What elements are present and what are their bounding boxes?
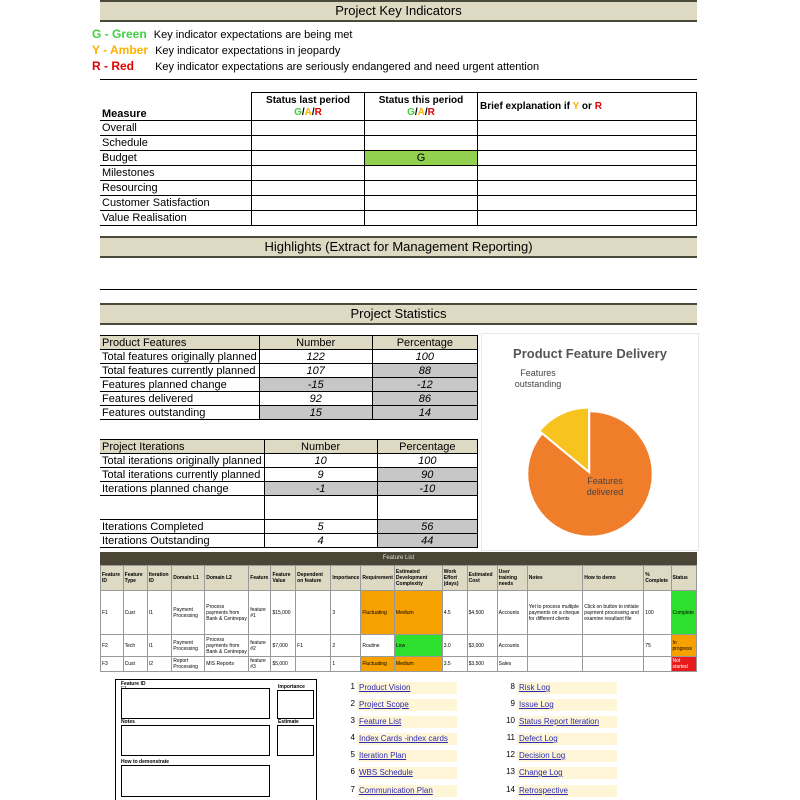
legend-code: G - Green [92, 27, 147, 41]
col-feature-value[interactable]: Feature Value [271, 566, 296, 591]
highlights-title: Highlights (Extract for Management Reporting) [100, 236, 697, 258]
feature-row-percentage: 100 [372, 350, 477, 364]
cell-complexity[interactable]: Medium [394, 591, 442, 635]
cell-status[interactable]: In progress [671, 635, 696, 657]
link-iteration-plan[interactable]: Iteration Plan [357, 750, 457, 762]
nav-number: 10 [506, 716, 515, 725]
cell[interactable]: feature #3 [249, 657, 271, 672]
cell[interactable]: Process payments from Bank & Centrepay [206, 636, 247, 655]
col-complete[interactable]: % Complete [644, 566, 671, 591]
slash: / [311, 106, 315, 118]
status-cell[interactable] [252, 121, 365, 136]
cell[interactable]: MIS Reports [205, 657, 249, 672]
or-text: or [579, 101, 595, 112]
cell-requirement[interactable]: Fluctuating [361, 591, 395, 635]
card-notes-box[interactable] [121, 725, 270, 756]
divider [100, 79, 697, 80]
g-letter: G [294, 106, 302, 118]
feature-row-percentage: 88 [372, 364, 477, 378]
iteration-row-percentage: 90 [377, 468, 477, 482]
cell[interactable]: 2 [331, 635, 361, 657]
cell[interactable]: Payment Processing [172, 635, 205, 657]
measure-budget: Budget [100, 151, 252, 166]
cell[interactable]: Accounts [497, 635, 527, 657]
measure-overall: Overall [100, 121, 252, 136]
cell[interactable]: Sales [497, 657, 527, 672]
cell[interactable]: 3.5 [442, 657, 467, 672]
card-feature-id-label: Feature ID [121, 681, 146, 687]
iteration-row-number: 10 [264, 454, 377, 468]
iteration-row-spacer [377, 496, 477, 520]
nav-number: 4 [350, 733, 355, 742]
explanation-cell[interactable] [478, 121, 697, 136]
iteration-row-percentage: 56 [377, 520, 477, 534]
col-dependent[interactable]: Dependent on feature [296, 566, 331, 591]
col-notes[interactable]: Notes [527, 566, 582, 591]
iteration-row-percentage: -10 [377, 482, 477, 496]
statistics-title: Project Statistics [100, 303, 697, 325]
feature-row-label: Features outstanding [100, 406, 259, 420]
nav-number: 8 [510, 682, 515, 691]
link-decision-log[interactable]: Decision Log [517, 750, 617, 762]
g-letter: G [407, 106, 415, 118]
index-card [115, 679, 317, 800]
cell[interactable] [296, 657, 331, 672]
status-this-header [365, 93, 478, 121]
cell[interactable]: 4.5 [442, 591, 467, 635]
feature-row-label: Total features currently planned [100, 364, 259, 378]
explanation-cell[interactable] [478, 181, 697, 196]
features-header-percentage: Percentage [372, 336, 477, 350]
col-feature[interactable]: Feature [249, 566, 271, 591]
card-importance-box[interactable] [277, 690, 314, 719]
col-training[interactable]: User training needs [497, 566, 527, 591]
legend-text: Key indicator expectations are seriously endangered and need urgent attention [155, 61, 540, 73]
col-domain-l2[interactable]: Domain L2 [205, 566, 249, 591]
feature-row-label: Total features originally planned [100, 350, 259, 364]
cell[interactable]: I2 [147, 657, 171, 672]
legend-green [92, 27, 353, 41]
explanation-header [478, 93, 697, 121]
cell-notes[interactable] [527, 657, 582, 672]
status-cell[interactable] [252, 181, 365, 196]
feature-row-label: Features delivered [100, 392, 259, 406]
cell[interactable]: 100 [644, 591, 671, 635]
cell[interactable]: Report Processing [172, 657, 205, 672]
measure-schedule: Schedule [100, 136, 252, 151]
table-row [101, 591, 697, 635]
link-feature-list[interactable]: Feature List [357, 716, 457, 728]
status-last-label: Status last period [266, 94, 350, 106]
nav-number: 11 [506, 733, 515, 742]
col-how-to-demo[interactable]: How to demo [583, 566, 644, 591]
iterations-header-label: Project Iterations [100, 440, 264, 454]
cell-demo[interactable] [583, 657, 644, 672]
divider [100, 289, 697, 290]
explanation-cell[interactable] [478, 166, 697, 181]
iteration-row-number: 9 [264, 468, 377, 482]
explain-text: Brief explanation if [480, 101, 573, 112]
nav-number: 2 [350, 699, 355, 708]
cell[interactable]: $4,500 [467, 591, 497, 635]
nav-links-left [345, 682, 460, 800]
cell-requirement[interactable]: Routine [361, 635, 395, 657]
card-demo-label: How to demonstrate [121, 759, 170, 765]
cell[interactable] [644, 657, 671, 672]
card-importance-label: Importance [278, 684, 305, 690]
gar-scale [367, 107, 475, 119]
col-status[interactable]: Status [671, 566, 696, 591]
feature-row-percentage: -12 [372, 378, 477, 392]
cell[interactable]: 3 [331, 591, 361, 635]
status-cell[interactable] [365, 211, 478, 226]
cell[interactable]: $3,500 [467, 657, 497, 672]
link-risk-log[interactable]: Risk Log [517, 682, 617, 694]
cell[interactable]: $5,000 [271, 657, 296, 672]
nav-number: 13 [506, 767, 515, 776]
link-retrospective[interactable]: Retrospective [517, 785, 617, 797]
link-wbs-schedule[interactable]: WBS Schedule [357, 767, 457, 779]
status-cell[interactable] [252, 211, 365, 226]
measure-header: Measure [100, 93, 252, 121]
cell[interactable] [296, 591, 331, 635]
r-letter: R [314, 106, 322, 118]
budget-status-this[interactable]: G [365, 151, 478, 166]
slash: / [424, 106, 428, 118]
nav-number: 5 [350, 750, 355, 759]
card-demo-box[interactable] [121, 765, 270, 797]
cell[interactable]: F1 [101, 591, 124, 635]
iteration-row-label: Total iterations originally planned [100, 454, 264, 468]
legend-code: Y - Amber [92, 43, 149, 57]
cell-requirement[interactable]: Fluctuating [361, 657, 395, 672]
legend-code: R - Red [92, 59, 134, 73]
nav-number: 12 [506, 750, 515, 759]
link-project-scope[interactable]: Project Scope [357, 699, 457, 711]
status-cell[interactable] [252, 136, 365, 151]
cell[interactable]: 3.0 [442, 635, 467, 657]
legend-red [92, 59, 540, 73]
legend-text: Key indicator expectations in jeopardy [155, 45, 341, 57]
status-this-label: Status this period [378, 94, 464, 106]
iterations-header-number: Number [264, 440, 377, 454]
iteration-row-number: 5 [264, 520, 377, 534]
link-defect-log[interactable]: Defect Log [517, 733, 617, 745]
iteration-row-label: Iterations Outstanding [100, 534, 264, 548]
col-work-effort[interactable]: Work Effort (days) [442, 566, 467, 591]
feature-row-percentage: 86 [372, 392, 477, 406]
card-notes-label: Notes [121, 719, 135, 725]
legend-text: Key indicator expectations are being met [153, 29, 353, 41]
pie-label-outstanding: Features outstanding [514, 368, 562, 389]
cell[interactable]: I1 [147, 635, 171, 657]
key-indicators-title: Project Key Indicators [100, 0, 697, 22]
cell-demo[interactable] [583, 635, 644, 657]
status-cell[interactable] [365, 196, 478, 211]
measure-value-realisation: Value Realisation [100, 211, 252, 226]
table-row [101, 635, 697, 657]
key-indicator-table [100, 92, 697, 226]
measure-milestones: Milestones [100, 166, 252, 181]
a-letter: A [304, 106, 312, 118]
col-estimated-cost[interactable]: Estimated Cost [467, 566, 497, 591]
nav-number: 1 [350, 682, 355, 691]
status-cell[interactable] [252, 166, 365, 181]
explanation-cell[interactable] [478, 196, 697, 211]
explanation-cell[interactable] [478, 211, 697, 226]
table-row [101, 657, 697, 672]
iteration-row-number: -1 [264, 482, 377, 496]
card-estimate-label: Estimate [278, 719, 299, 725]
cell[interactable]: F1 [296, 635, 331, 657]
cell[interactable]: F3 [101, 657, 124, 672]
cell[interactable]: $3,000 [467, 635, 497, 657]
col-requirement[interactable]: Requirement [361, 566, 395, 591]
nav-number: 6 [350, 767, 355, 776]
nav-number: 14 [506, 785, 515, 794]
card-feature-box[interactable] [121, 688, 270, 719]
cell[interactable]: 75 [644, 635, 671, 657]
col-domain-l1[interactable]: Domain L1 [172, 566, 205, 591]
measure-resourcing: Resourcing [100, 181, 252, 196]
features-header-number: Number [259, 336, 372, 350]
feature-row-number: 107 [259, 364, 372, 378]
feature-row-number: 92 [259, 392, 372, 406]
status-cell[interactable] [365, 166, 478, 181]
r-letter: R [427, 106, 435, 118]
link-communication-plan[interactable]: Communication Plan [357, 785, 457, 797]
col-importance[interactable]: Importance [331, 566, 361, 591]
iteration-row-spacer [100, 496, 264, 520]
link-index-cards[interactable]: Index Cards -index cards [357, 733, 457, 745]
measure-customer-satisfaction: Customer Satisfaction [100, 196, 252, 211]
cell-notes[interactable]: Yet to process multiple payments on a cheque for different clients [527, 591, 582, 635]
cell[interactable]: Accounts [497, 591, 527, 635]
feature-delivery-chart [481, 333, 699, 551]
chart-title: Product Feature Delivery [513, 346, 667, 361]
cell[interactable]: Payment Processing [172, 591, 205, 635]
feature-list-title: Feature List [100, 552, 697, 565]
feature-row-label: Features planned change [100, 378, 259, 392]
y-letter: Y [572, 101, 580, 112]
cell[interactable]: F2 [101, 635, 124, 657]
card-estimate-box[interactable] [277, 725, 314, 756]
r-letter: R [594, 101, 602, 112]
gar-scale [254, 107, 362, 119]
explanation-cell[interactable] [478, 136, 697, 151]
status-cell[interactable] [365, 121, 478, 136]
cell[interactable]: I1 [147, 591, 171, 635]
iterations-table [100, 439, 478, 548]
iterations-header-percentage: Percentage [377, 440, 477, 454]
feature-list-panel [100, 552, 697, 672]
slash: / [301, 106, 305, 118]
feature-row-number: 122 [259, 350, 372, 364]
status-cell[interactable] [252, 196, 365, 211]
cell[interactable]: $15,000 [271, 591, 296, 635]
col-iteration-id[interactable]: Iteration ID [147, 566, 171, 591]
cell[interactable]: Tech [123, 635, 147, 657]
feature-row-number: 15 [259, 406, 372, 420]
pie-label-delivered: Features delivered [586, 476, 624, 497]
cell-complexity[interactable]: Medium [394, 657, 442, 672]
link-change-log[interactable]: Change Log [517, 767, 617, 779]
col-feature-id[interactable]: Feature ID [101, 566, 124, 591]
iteration-row-percentage: 100 [377, 454, 477, 468]
cell[interactable]: Cust [123, 591, 147, 635]
slash: / [414, 106, 418, 118]
col-feature-type[interactable]: Feature Type [123, 566, 147, 591]
feature-row-percentage: 14 [372, 406, 477, 420]
feature-row-number: -15 [259, 378, 372, 392]
nav-number: 9 [510, 699, 515, 708]
cell[interactable]: Process payments from Bank & Centrepay [205, 591, 249, 635]
iteration-row-label: Total iterations currently planned [100, 468, 264, 482]
cell-notes[interactable] [527, 635, 582, 657]
cell[interactable]: feature #1 [249, 591, 271, 635]
a-letter: A [417, 106, 425, 118]
iteration-row-spacer [264, 496, 377, 520]
iteration-row-number: 4 [264, 534, 377, 548]
pie-svg [482, 334, 698, 550]
status-cell[interactable] [365, 136, 478, 151]
link-issue-log[interactable]: Issue Log [517, 699, 617, 711]
link-product-vision[interactable]: Product Vision [357, 682, 457, 694]
cell-status[interactable]: Complete [671, 591, 696, 635]
cell-demo[interactable]: Click on button to initiate payment processing and examine resultant file [583, 591, 644, 635]
features-table [100, 335, 478, 420]
cell[interactable]: Cust [123, 657, 147, 672]
nav-number: 3 [350, 716, 355, 725]
explanation-cell[interactable] [478, 151, 697, 166]
col-complexity[interactable]: Estimated Development Complexity [394, 566, 442, 591]
cell-status[interactable]: Not started [671, 657, 696, 672]
cell[interactable]: 1 [331, 657, 361, 672]
iteration-row-percentage: 44 [377, 534, 477, 548]
legend-amber [92, 43, 341, 57]
status-cell[interactable] [252, 151, 365, 166]
link-status-report-iteration[interactable]: Status Report Iteration [517, 716, 617, 728]
cell[interactable]: feature #2 [249, 635, 271, 657]
nav-number: 7 [350, 785, 355, 794]
cell-complexity[interactable]: Low [394, 635, 442, 657]
feature-list-table [100, 565, 697, 672]
cell[interactable]: $7,000 [271, 635, 296, 657]
nav-links-right [505, 682, 620, 800]
features-header-label: Product Features [100, 336, 259, 350]
iteration-row-label: Iterations planned change [100, 482, 264, 496]
iteration-row-label: Iterations Completed [100, 520, 264, 534]
status-last-header [252, 93, 365, 121]
status-cell[interactable] [365, 181, 478, 196]
